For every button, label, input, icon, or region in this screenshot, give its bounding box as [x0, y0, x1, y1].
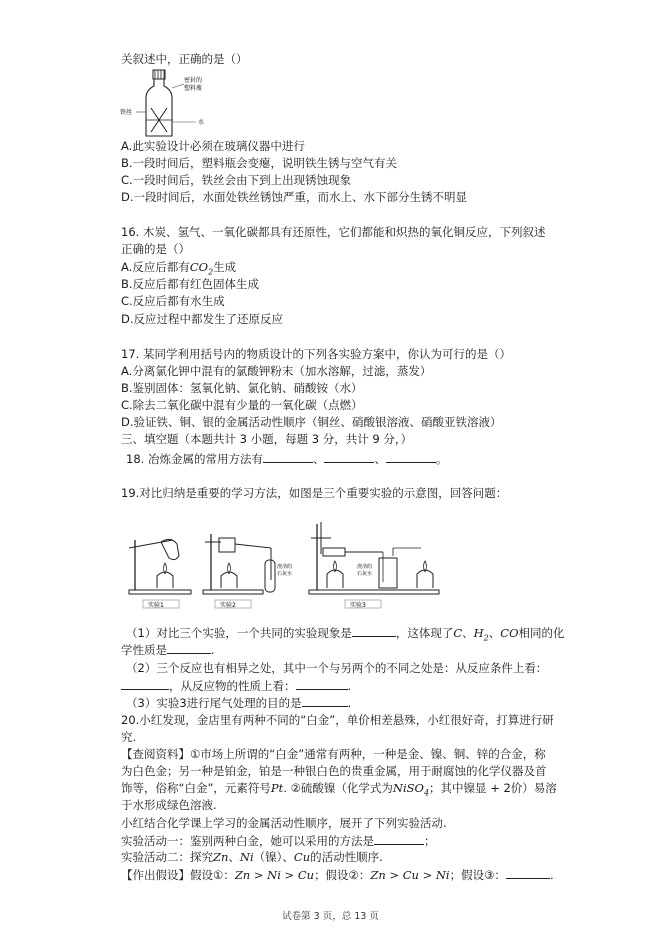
q17-option-c: C.除去二氧化碳中混有少量的一氧化碳（点燃） [121, 398, 363, 412]
experiment-3-limewater-2: 石灰水 [357, 571, 373, 577]
label-bottle: 塑料瓶 [184, 85, 203, 92]
experiment-1-label: 实验1 [148, 602, 164, 609]
q19-stem: 19.对比归纳是重要的学习方法，如图是三个重要实验的示意图，回答问题： [121, 486, 508, 500]
experiment-3 [309, 522, 439, 609]
q20-activity-1: 实验活动一：鉴别两种白金，她可以采用的方法是 ； [121, 834, 436, 848]
q20-stem-2: 究. [121, 730, 137, 744]
q16-stem: 16. 木炭、氢气、一氧化碳都具有还原性，它们都能和炽热的氧化铜反应，下列叙述 [121, 225, 546, 239]
q19-blank-4[interactable] [296, 677, 348, 690]
q18-blank-2[interactable] [324, 450, 374, 463]
q19-part-1: （1）对比三个实验，一个共同的实验现象是 ，这体现了C、$H_2$、CO相同的化 [126, 626, 565, 643]
q15-option-c: C.一段时间后，铁丝会由下到上出现锈蚀现象 [121, 173, 352, 187]
q20-hypotheses: 【作出假设】假设①：Zn > Ni > Cu；假设②：Zn > Cu > Ni；假设③： . [121, 868, 554, 882]
q17-option-d: D.验证铁、铜、银的金属活动性顺序（铜丝、硝酸银溶液、硝酸亚铁溶液） [121, 415, 502, 429]
q17-option-a: A.分离氯化钾中混有的氯酸钾粉末（加水溶解，过滤，蒸发） [121, 364, 432, 378]
q20-info-3: 饰等，俗称“白金”，元素符号Pt. ②硫酸镍（化学式为NiSO$_4$；其中镍显 + 2价）易溶 [121, 781, 557, 798]
experiment-2-limewater-2: 石灰水 [277, 571, 293, 577]
experiment-2-label: 实验2 [220, 602, 236, 609]
q19-part-2: （2）三个反应也有相异之处，其中一个与另两个的不同之处是：从反应条件上看： [126, 661, 548, 675]
q19-part-2-line-2: ，从反应物的性质上看： . [121, 677, 351, 694]
q15-stem-tail: 关叙述中，正确的是（） [121, 52, 248, 66]
experiment-2 [203, 534, 292, 609]
q15-option-a: A.此实验设计必须在玻璃仪器中进行 [121, 139, 305, 153]
experiment-2-limewater-1: 澄清的 [277, 564, 293, 570]
q19-experiments-figure [121, 518, 451, 610]
q19-part-1-line-2: 学性质是 . [121, 643, 215, 657]
q16-stem-2: 正确的是（） [121, 242, 190, 256]
q17-option-b: B.鉴别固体：氢氧化钠、氯化钠、硝酸铵（水） [121, 381, 363, 395]
q15-option-b: B.一段时间后，塑料瓶会变瘪，说明铁生锈与空气有关 [121, 156, 398, 170]
q20-info-4: 于水形成绿色溶液. [121, 798, 217, 812]
q18-blank-3[interactable] [386, 450, 436, 463]
q16-option-d: D.反应过程中都发生了还原反应 [121, 312, 284, 326]
q18-line: 18. 冶炼金属的常用方法有 、 、 。 [126, 452, 448, 466]
q20-stem: 20.小红发现，金店里有两种不同的“白金”，单价相差悬殊，小红很好奇，打算进行研 [121, 713, 554, 727]
q19-blank-3[interactable] [121, 677, 169, 690]
q16-option-c: C.反应后都有水生成 [121, 294, 225, 308]
q15-bottle-figure [120, 68, 230, 140]
page-footer: 试卷第 3 页，总 13 页 [282, 911, 379, 922]
q20-blank-2[interactable] [506, 866, 550, 879]
experiment-3-label: 实验3 [350, 602, 366, 609]
bottle-body [146, 79, 172, 136]
q20-activity-2: 实验活动二：探究Zn、Ni（镍）、Cu的活动性顺序. [121, 850, 383, 864]
q20-info-2: 为白色金；另一种是铂金，铂是一种银白色的贵重金属，用于耐腐蚀的化学仪器及首 [121, 764, 547, 778]
label-sealed: 密封的 [184, 77, 203, 84]
q17-stem: 17. 某同学利用括号内的物质设计的下列各实验方案中，你认为可行的是（） [121, 347, 511, 361]
q15-option-d: D.一段时间后，水面处铁丝锈蚀严重，而水上、水下部分生锈不明显 [121, 190, 468, 204]
label-water: 水 [198, 119, 205, 126]
q20-line-5: 小红结合化学课上学习的金属活动性顺序，展开了下列实验活动. [121, 816, 447, 830]
label-wire: 铁丝 [120, 109, 133, 116]
q20-info-1: 【查阅资料】①市场上所谓的“白金”通常有两种，一种是金、镍、铜、锌的合金，称 [121, 747, 546, 761]
q19-blank-1[interactable] [352, 624, 396, 637]
q19-part-3: （3）实验3进行尾气处理的目的是 . [126, 696, 352, 710]
q19-blank-2[interactable] [167, 641, 211, 654]
experiment-1 [129, 539, 191, 609]
experiment-3-limewater-1: 澄清的 [357, 564, 373, 570]
q16-option-b: B.反应后都有红色固体生成 [121, 277, 260, 291]
q20-blank-1[interactable] [374, 832, 424, 845]
q19-blank-5[interactable] [302, 694, 348, 707]
section-3-heading: 三、填空题（本题共计 3 小题，每题 3 分，共计 9 分，） [121, 432, 413, 446]
q18-blank-1[interactable] [263, 450, 313, 463]
q16-option-a: A.反应后都有$CO_2$生成 [121, 260, 237, 277]
